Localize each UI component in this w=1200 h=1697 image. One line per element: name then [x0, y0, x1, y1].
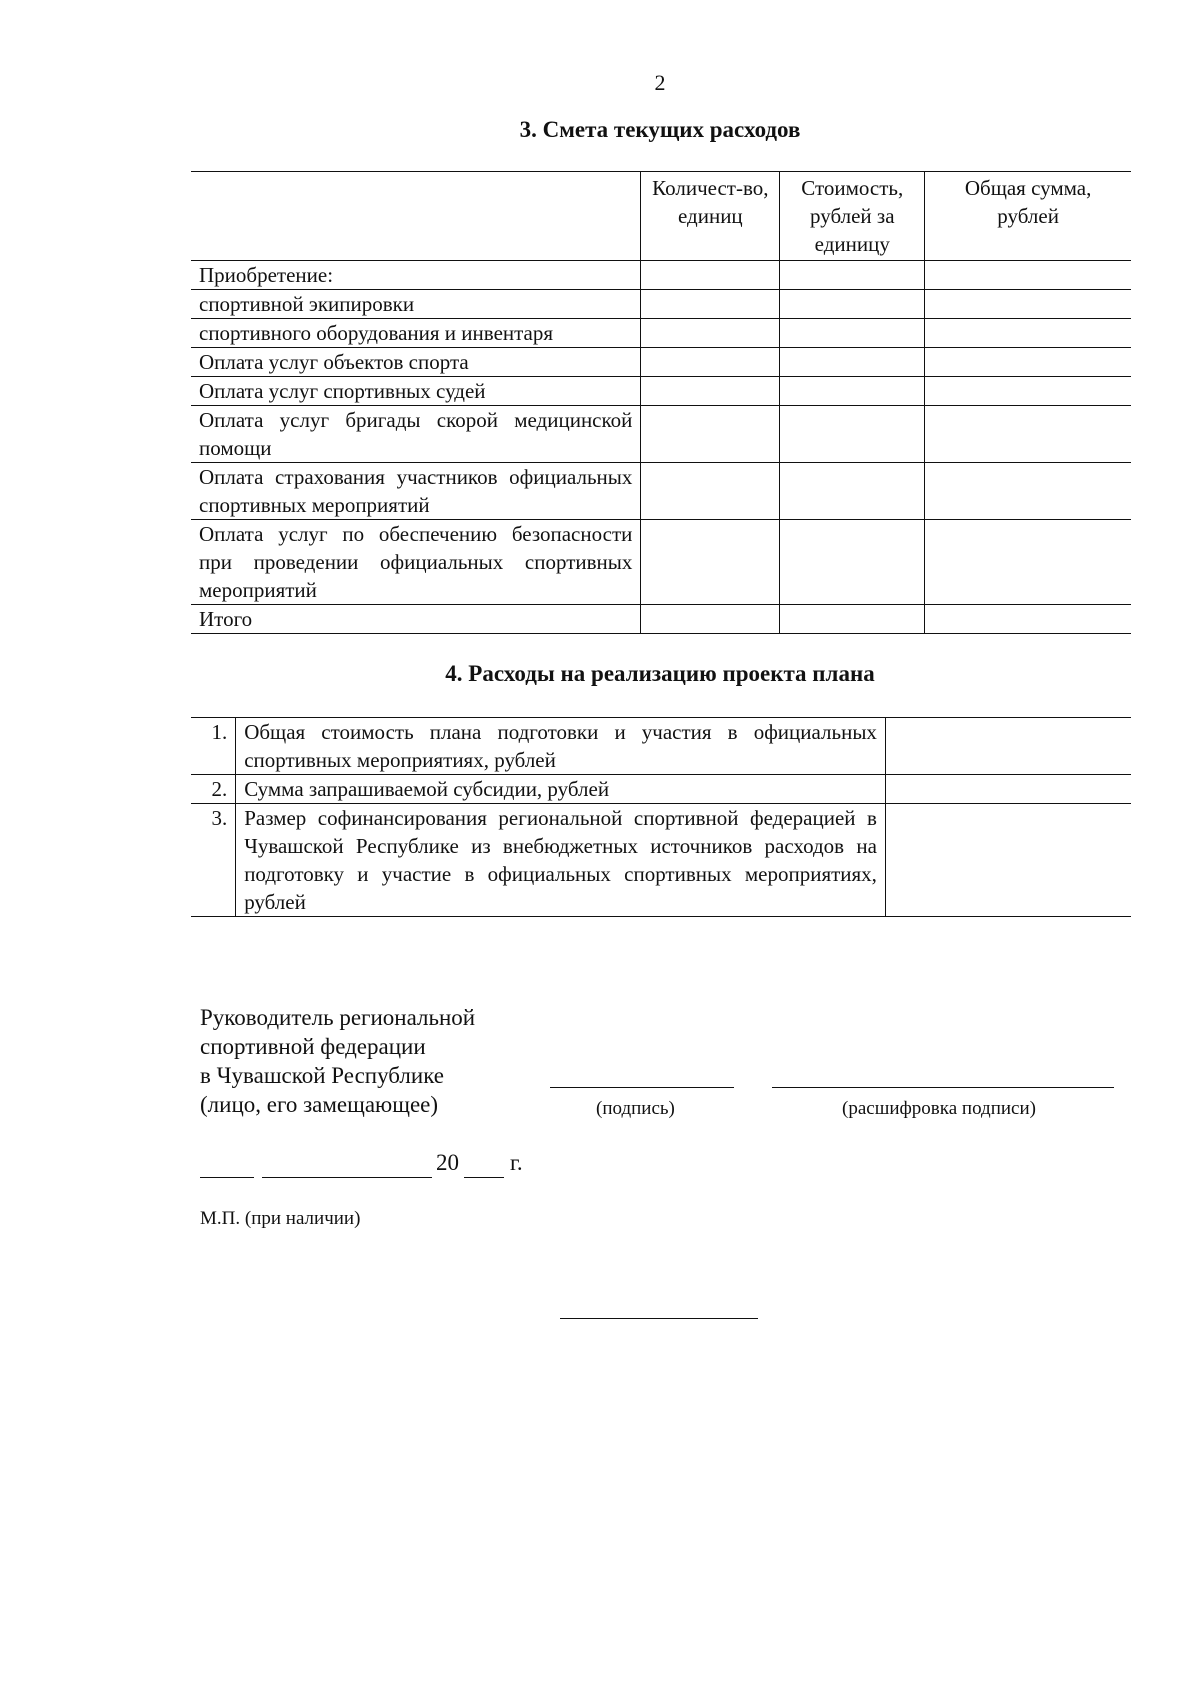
cell-total	[925, 261, 1131, 290]
cell-quantity	[641, 348, 780, 377]
table-row	[191, 261, 1131, 290]
date-suffix: г.	[510, 1150, 523, 1175]
decoding-line	[772, 1087, 1114, 1088]
cell-total	[925, 319, 1131, 348]
row-label: Приобретение:	[191, 261, 641, 290]
cell-unit-cost	[780, 463, 925, 520]
row-text: Сумма запрашиваемой субсидии, рублей	[236, 775, 886, 804]
row-label: Оплата услуг объектов спорта	[191, 348, 641, 377]
table-row	[191, 520, 1131, 605]
cell-quantity	[641, 290, 780, 319]
row-number: 1.	[211, 720, 228, 744]
signer-line-3: в Чувашской Республике	[200, 1063, 445, 1088]
cell-total	[925, 377, 1131, 406]
row-text: Размер софинансирования региональной спортивной федерацией в Чувашской Республике из внебюджетных источников расходов на подготовку и участие в официальных спортивных мероприятиях, рублей	[236, 804, 886, 917]
cell-unit-cost	[780, 290, 925, 319]
table-row	[191, 718, 1131, 775]
row-label: Оплата страхования участников официальных спортивных мероприятий	[191, 463, 641, 520]
table-row	[191, 290, 1131, 319]
cell-total	[925, 605, 1131, 634]
decoding-caption: (расшифровка подписи)	[842, 1098, 1036, 1119]
date-year-prefix: 20	[436, 1150, 459, 1175]
table-row	[191, 319, 1131, 348]
header-cell-empty	[191, 172, 641, 261]
project-expenses-table	[191, 717, 1131, 917]
cell-quantity	[641, 377, 780, 406]
signature-caption: (подпись)	[596, 1098, 675, 1119]
header-total	[925, 172, 1131, 261]
page-number: 2	[654, 70, 666, 95]
header-unit-cost	[780, 172, 925, 261]
cell-unit-cost	[780, 377, 925, 406]
cell-quantity	[641, 605, 780, 634]
table-row	[191, 605, 1131, 634]
table-row	[191, 804, 1131, 917]
header-unit-cost-label: Стоимость, рублей за единицу	[801, 176, 904, 256]
row-label: Итого	[191, 605, 641, 634]
signer-block	[200, 1003, 475, 1119]
cell-unit-cost	[780, 605, 925, 634]
row-label: Оплата услуг по обеспечению безопасности при проведении официальных спортивных мероприятий	[191, 520, 641, 605]
table-row	[191, 406, 1131, 463]
signer-line-2: спортивной федерации	[200, 1034, 426, 1059]
cell-quantity	[641, 319, 780, 348]
cell-total	[925, 406, 1131, 463]
current-expenses-table	[191, 171, 1131, 634]
row-label: Оплата услуг спортивных судей	[191, 377, 641, 406]
header-quantity-label: Количест-во, единиц	[652, 176, 769, 228]
table-row	[191, 377, 1131, 406]
cell-unit-cost	[780, 406, 925, 463]
cell-unit-cost	[780, 261, 925, 290]
date-year-line	[464, 1177, 504, 1178]
row-number: 3.	[191, 804, 236, 917]
header-quantity	[641, 172, 780, 261]
row-number: 2.	[191, 775, 236, 804]
date-day-line	[200, 1177, 254, 1178]
cell-quantity	[641, 520, 780, 605]
stamp-note: М.П. (при наличии)	[200, 1208, 361, 1229]
signer-line-4: (лицо, его замещающее)	[200, 1092, 439, 1117]
row-label: Оплата услуг бригады скорой медицинской помощи	[191, 406, 641, 463]
signer-line-1: Руководитель региональной	[200, 1005, 476, 1030]
row-label: спортивного оборудования и инвентаря	[191, 319, 641, 348]
table-header-row	[191, 172, 1131, 261]
cell-total	[925, 463, 1131, 520]
table-row	[191, 463, 1131, 520]
row-value	[885, 718, 1131, 775]
cell-unit-cost	[780, 348, 925, 377]
header-total-label: Общая сумма, рублей	[964, 176, 1092, 228]
row-value	[885, 775, 1131, 804]
table-row	[191, 348, 1131, 377]
cell-unit-cost	[780, 319, 925, 348]
section-3-title: 3. Смета текущих расходов	[519, 117, 801, 142]
end-separator-line	[560, 1318, 758, 1319]
signature-line	[550, 1087, 734, 1088]
cell-quantity	[641, 463, 780, 520]
section-4-title: 4. Расходы на реализацию проекта плана	[445, 661, 875, 686]
cell-total	[925, 348, 1131, 377]
cell-quantity	[641, 261, 780, 290]
cell-quantity	[641, 406, 780, 463]
date-month-line	[262, 1177, 432, 1178]
row-text: Общая стоимость плана подготовки и участия в официальных спортивных мероприятиях, рублей	[236, 718, 886, 775]
cell-total	[925, 520, 1131, 605]
cell-unit-cost	[780, 520, 925, 605]
row-label: спортивной экипировки	[191, 290, 641, 319]
cell-total	[925, 290, 1131, 319]
row-value	[885, 804, 1131, 917]
table-row	[191, 775, 1131, 804]
